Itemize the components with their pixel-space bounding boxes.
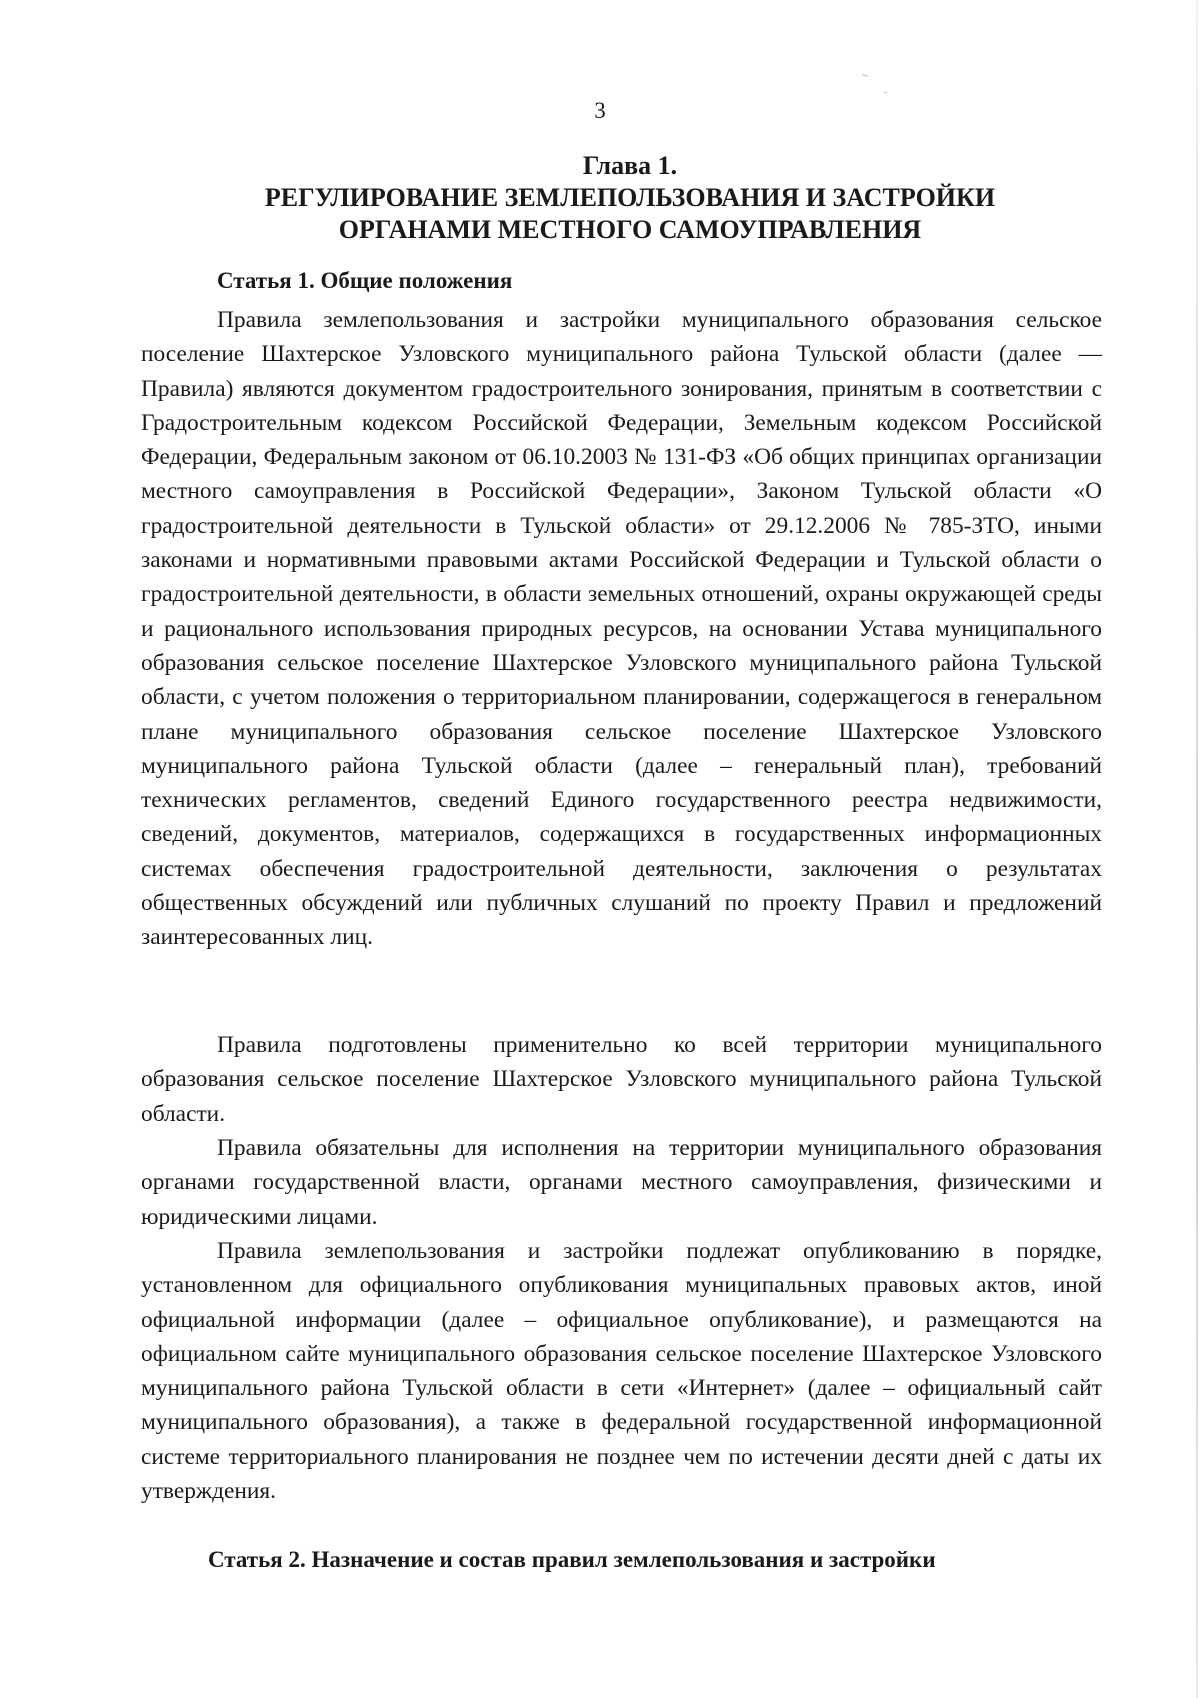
article-1-paragraph-3: Правила обязательны для исполнения на территории муниципального образования органами государственной власти, органами местного самоуправления, физическими и юридическими лицами.: [141, 1135, 1102, 1230]
scan-speck: [884, 92, 887, 94]
article-1-heading: Статья 1. Общие положения: [217, 268, 513, 293]
chapter-heading: [140, 150, 1120, 246]
chapter-label: Глава 1.: [582, 151, 678, 180]
article-2-heading: Статья 2. Назначение и состав правил землепользования и застройки: [208, 1547, 936, 1572]
chapter-title-line-1: РЕГУЛИРОВАНИЕ ЗЕМЛЕПОЛЬЗОВАНИЯ И ЗАСТРОЙКИ: [264, 183, 996, 212]
article-1-paragraph-1: Правила землепользования и застройки муниципального образования сельское поселение Шахтерское Узловского муниципального района Тульской области (далее — Правила) являются документом градостроительного зонирования, принятым в соответствии с Градостроительным кодексом Российской Федерации, Земельным кодексом Российской Федерации, Федеральным законом от 06.10.2003 № 131-ФЗ «Об общих принципах организации местного самоуправления в Российской Федерации», Законом Тульской области «О градостроительной деятельности в Тульской области» от 29.12.2006 № 785-ЗТО, иными законами и нормативными правовыми актами Российской Федерации и Тульской области о градостроительной деятельности, в области земельных отношений, охраны окружающей среды и рационального использования природных ресурсов, на основании Устава муниципального образования сельское поселение Шахтерское Узловского муниципального района Тульской области, с учетом положения о территориальном планировании, содержащегося в генеральном плане муниципального образования сельское поселение Шахтерское Узловского муниципального района Тульской области (далее – генеральный план), требований технических регламентов, сведений Единого государственного реестра недвижимости, сведений, документов, материалов, содержащихся в государственных информационных системах обеспечения градостроительной деятельности, заключения о результатах общественных обсуждений или публичных слушаний по проекту Правил и предложений заинтересованных лиц.: [141, 307, 1102, 951]
page-number: 3: [594, 98, 606, 123]
scan-speck: [862, 74, 868, 77]
article-1-paragraph-4: Правила землепользования и застройки подлежат опубликованию в порядке, установленном для официального опубликования муниципальных правовых актов, иной официальной информации (далее – официальное опубликование), и размещаются на официальном сайте муниципального образования сельское поселение Шахтерское Узловского муниципального района Тульской области в сети «Интернет» (далее – официальный сайт муниципального образования), а также в федеральной государственной информационной системе территориального планирования не позднее чем по истечении десяти дней с даты их утверждения.: [141, 1238, 1102, 1505]
article-1-paragraph-2: Правила подготовлены применительно ко всей территории муниципального образования сельское поселение Шахтерское Узловского муниципального района Тульской области.: [141, 1032, 1102, 1127]
scan-edge-shadow: [1196, 0, 1198, 1698]
chapter-title-line-2: ОРГАНАМИ МЕСТНОГО САМОУПРАВЛЕНИЯ: [338, 215, 922, 244]
